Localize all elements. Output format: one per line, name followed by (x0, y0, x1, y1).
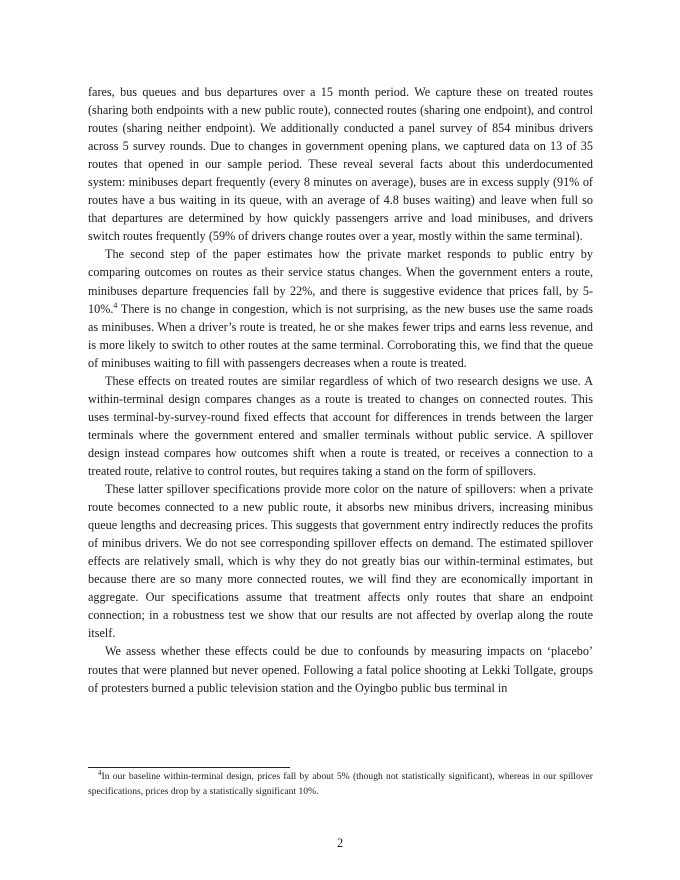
footnote-mark: 4 (98, 768, 102, 777)
footnote-divider (88, 767, 290, 768)
footnote (88, 770, 593, 799)
paragraph-2 (88, 245, 593, 371)
footnote-reference[interactable]: 4 (113, 300, 118, 310)
paragraph-2-text-after: There is no change in congestion, which is not surprising, as the new buses use the same roads as minibuses. When a driver’s route is treated, he or she makes fewer trips and earns less revenue, and is more likely to switch to other routes at the same terminal. Corroborating this, we find that the queue of minibuses waiting to fill with passengers decreases when a route is treated. (88, 301, 593, 370)
footnote-text: In our baseline within-terminal design, prices fall by about 5% (though not statistically significant), whereas in our spillover specifications, prices drop by a statistically significant 10%. (88, 771, 593, 797)
paragraph-5: We assess whether these effects could be due to confounds by measuring impacts on ‘placebo’ routes that were planned but never opened. Following a fatal police shooting at Lekki Tollgate, groups of protesters burned a public television station and the Oyingbo public bus terminal in (88, 644, 593, 695)
paragraph-1: fares, bus queues and bus departures over a 15 month period. We capture these on treated routes (sharing both endpoints with a new public route), connected routes (sharing one endpoint), and control routes (sharing neither endpoint). We additionally conducted a panel survey of 854 minibus drivers across 5 survey rounds. Due to changes in government opening plans, we captured data on 13 of 35 routes that opened in our sample period. These reveal several facts about this underdocumented system: minibuses depart frequently (every 8 minutes on average), buses are in excess supply (91% of routes have a bus waiting in its queue, with an average of 4.8 buses waiting) and leave when full so that departures are determined by how quickly passengers arrive and load minibuses, and drivers switch routes frequently (59% of drivers change routes over a year, mostly within the same terminal). (88, 85, 593, 244)
paragraph-2-text-before: The second step of the paper estimates how the private market responds to public entry by comparing outcomes on routes as their service status changes. When the government enters a route, minibuses departure frequencies fall by 22%, and there is suggestive evidence that prices fall, by 5-10%. (88, 247, 593, 316)
body-text (88, 83, 593, 697)
page-number: 2 (336, 836, 344, 850)
paragraph-3: These effects on treated routes are similar regardless of which of two research designs we use. A within-terminal design compares changes as a route is treated to changes on connected routes. This uses terminal-by-survey-round fixed effects that account for differences in trends between the larger terminals where the government entered and smaller terminals without public service. A spillover design instead compares how outcomes shift when a route is treated, or receives a connection to a treated route, relative to control routes, but requires taking a stand on the form of spillovers. (88, 373, 593, 478)
paragraph-4: These latter spillover specifications provide more color on the nature of spillovers: when a private route becomes connected to a new public route, it absorbs new minibus drivers, increasing minibus queue lengths and decreasing prices. This suggests that government entry indirectly reduces the profits of minibus drivers. We do not see corresponding spillover effects on demand. The estimated spillover effects are relatively small, which is why they do not greatly bias our within-terminal estimates, but because there are so many more connected routes, we will find they are economically important in aggregate. Our specifications assume that treatment affects only routes that share an endpoint connection; in a robustness test we show that our results are not affected by overlap along the route itself. (88, 482, 593, 641)
